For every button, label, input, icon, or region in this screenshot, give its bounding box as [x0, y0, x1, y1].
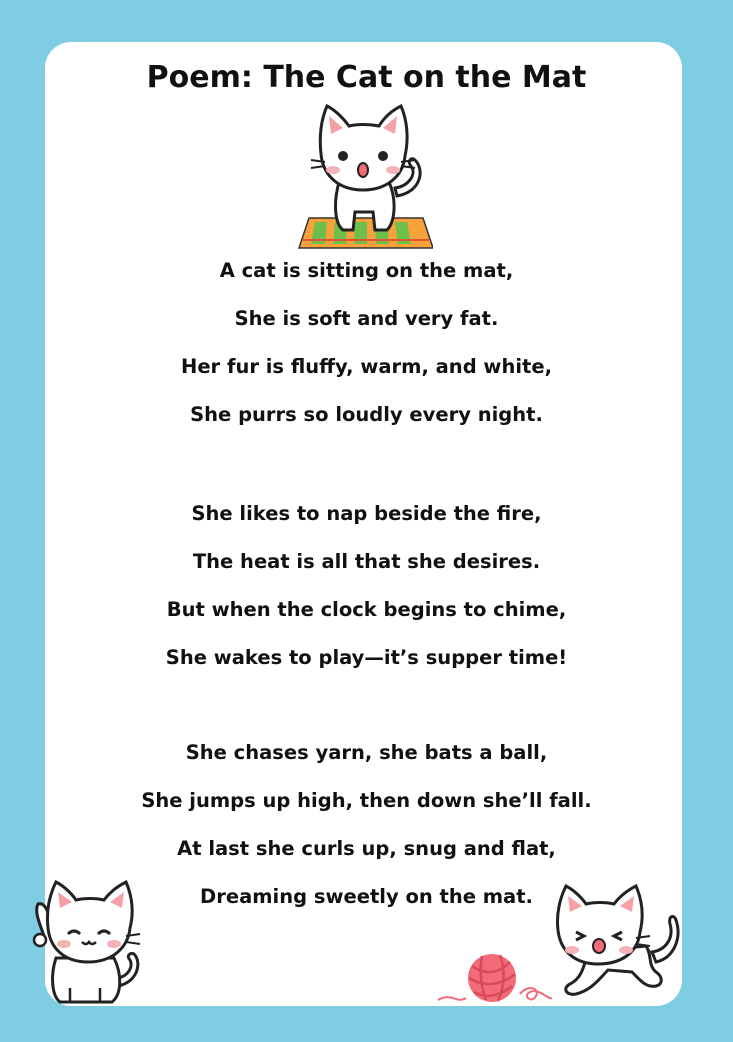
poem-title: Poem: The Cat on the Mat: [146, 60, 587, 95]
poem-line: She is soft and very fat.: [234, 307, 499, 330]
poem-line: She likes to nap beside the fire,: [191, 502, 542, 525]
poem-line: The heat is all that she desires.: [192, 550, 541, 573]
playful-cat-icon: [548, 880, 686, 1006]
poem-line: Dreaming sweetly on the mat.: [200, 885, 533, 908]
stanza-1: [0, 258, 733, 450]
yarn-ball-icon: [436, 950, 554, 1008]
poem-line: At last she curls up, snug and flat,: [177, 837, 556, 860]
poem-line: She chases yarn, she bats a ball,: [185, 741, 548, 764]
poem-line: She jumps up high, then down she’ll fall.: [141, 789, 592, 812]
waving-cat-icon: [26, 878, 146, 1006]
poem-line: But when the clock begins to chime,: [166, 598, 567, 621]
poem-line: A cat is sitting on the mat,: [219, 259, 514, 282]
poem-line: She purrs so loudly every night.: [190, 403, 543, 426]
cat-on-mat-icon: [293, 100, 433, 252]
poem-line: Her fur is fluffy, warm, and white,: [181, 355, 552, 378]
stanza-2: [0, 501, 733, 693]
poem-line: She wakes to play—it’s supper time!: [165, 646, 568, 669]
